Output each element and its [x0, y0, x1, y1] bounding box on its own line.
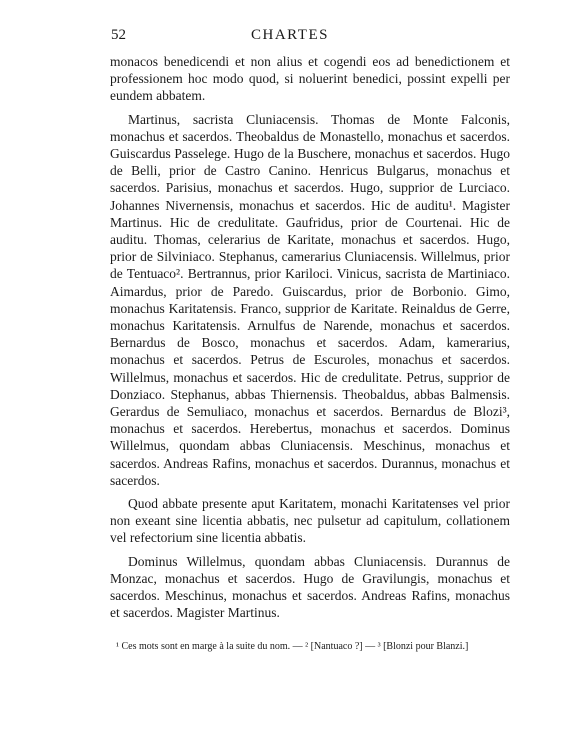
- page-number: 52: [111, 27, 126, 43]
- footnote: ¹ Ces mots sont en marge à la suite du nom. — ² [Nantuaco ?] — ³ [Blonzi pour Blanzi.]: [116, 641, 469, 652]
- running-title: CHARTES: [251, 27, 329, 43]
- paragraph-4: Dominus Willelmus, quondam abbas Cluniacensis. Durannus de Monzac, monachus et sacerdos. Hugo de Gravilungis, monachus et sacerdos. Meschinus, monachus et sacerdos. Andreas Rafins, monachus et sacerdos. Magister Martinus.: [110, 553, 510, 621]
- paragraph-1: monacos benedicendi et non alius et cogendi eos ad benedictionem et professionem hoc modo quod, si noluerint benedici, possint expelli per eundem abbatem.: [110, 54, 510, 104]
- body-text: [110, 53, 510, 628]
- paragraph-2: Martinus, sacrista Cluniacensis. Thomas de Monte Falconis, monachus et sacerdos. Theobaldus de Monastello, monachus et sacerdos. Guiscardus Passelege. Hugo de la Buschere, monachus et sacerdos. Hugo de Belli, prior de Castro Canino. Henricus Bulgarus, monachus et sacerdos. Parisius, monachus et sacerdos. Hugo, supprior de Lurciaco. Johannes Nivernensis, monachus et sacerdos. Hic de auditu¹. Magister Martinus. Hic de credulitate. Gaufridus, prior de Courtenai. Hic de auditu. Thomas, celerarius de Karitate, monachus et sacerdos. Hugo, prior de Silviniaco. Stephanus, camerarius Cluniacensis. Willelmus, prior de Tentuaco². Bertrannus, prior Kariloci. Vinicus, sacrista de Martiniaco. Aimardus, prior de Paredo. Guiscardus, prior de Borbonio. Gimo, monachus Karitatensis. Franco, supprior de Karitate. Reinaldus de Gerre, monachus Karitatensis. Arnulfus de Narende, monachus et sacerdos. Bernardus de Bosco, monachus et sacerdos. Adam, kamerarius, monachus et sacerdos. Petrus de Escuroles, monachus et sacerdos. Willelmus, monachus et sacerdos. Hic de credulitate. Petrus, supprior de Donziaco. Stephanus, abbas Thiernensis. Theobaldus, abbas Balmensis. Gerardus de Semuliaco, monachus et sacerdos. Bernardus de Blozi³, monachus et sacerdos. Herebertus, monachus et sacerdos. Dominus Willelmus, quondam abbas Cluniacensis. Meschinus, monachus et sacerdos. Andreas Rafins, monachus et sacerdos. Durannus, monachus et sacerdos.: [110, 111, 510, 488]
- paragraph-3: Quod abbate presente aput Karitatem, monachi Karitatenses vel prior non exeant sine licentia abbatis, nec pulsetur ad capitulum, collationem vel refectorium sine licentia abbatis.: [110, 496, 510, 546]
